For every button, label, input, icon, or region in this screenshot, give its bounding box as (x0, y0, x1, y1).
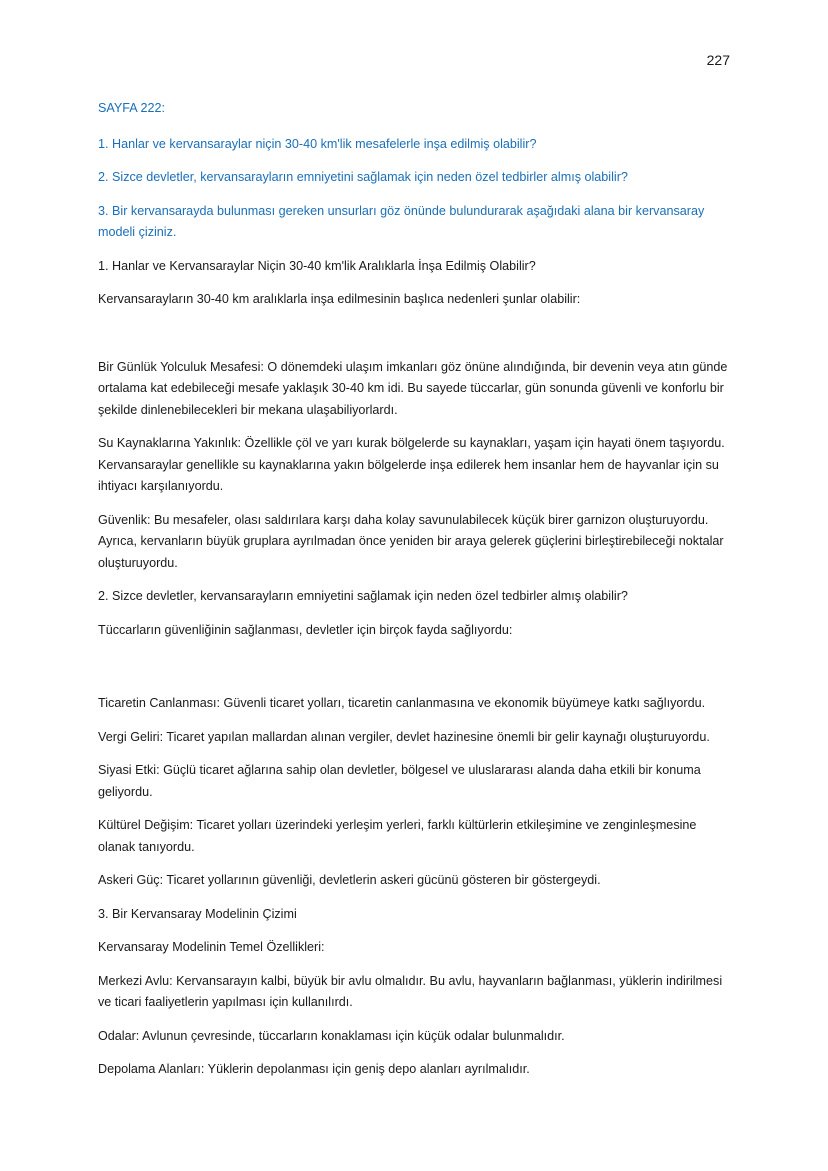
question-3: 3. Bir kervansarayda bulunması gereken unsurları göz önünde bulundurarak aşağıdaki alana bir kervansaray modeli çiziniz. (98, 203, 705, 239)
answer-2-item: Vergi Geliri: Ticaret yapılan mallardan alınan vergiler, devlet hazinesine önemli bir gelir kaynağı oluşturuyordu. (98, 729, 710, 744)
section-header: SAYFA 222: (98, 101, 165, 115)
answer-2-item: Askeri Güç: Ticaret yollarının güvenliği, devletlerin askeri gücünü gösteren bir göstergeydi. (98, 873, 601, 887)
answer-1-intro: Kervansarayların 30-40 km aralıklarla inşa edilmesinin başlıca nedenleri şunlar olabilir: (98, 292, 581, 306)
question-2: 2. Sizce devletler, kervansarayların emniyetini sağlamak için neden özel tedbirler almış olabilir? (98, 170, 628, 184)
answer-2-item: Siyasi Etki: Güçlü ticaret ağlarına sahip olan devletler, bölgesel ve uluslararası alanda daha etkili bir konuma geliyordu. (98, 763, 701, 799)
answer-1-item: Güvenlik: Bu mesafeler, olası saldırılara karşı daha kolay savunulabilecek küçük birer garnizon oluşturuyordu. Ayrıca, kervanların büyük gruplara ayrılmadan önce yeniden bir araya gelerek güçlerini birleştirebileceği noktalar oluşturuyordu. (98, 512, 724, 570)
answer-1-title: 1. Hanlar ve Kervansaraylar Niçin 30-40 km'lik Aralıklarla İnşa Edilmiş Olabilir? (98, 258, 536, 273)
answer-3-title: 3. Bir Kervansaray Modelinin Çizimi (98, 906, 297, 921)
answer-3-intro: Kervansaray Modelinin Temel Özellikleri: (98, 940, 325, 954)
answer-1-item: Su Kaynaklarına Yakınlık: Özellikle çöl ve yarı kurak bölgelerde su kaynakları, yaşam için hayati önem taşıyordu. Kervansaraylar genellikle su kaynaklarına yakın bölgelerde inşa edilerek hem insanlar hem de hayvanlar için su ihtiyacı karşılanıyordu. (98, 436, 725, 493)
answer-2-intro: Tüccarların güvenliğinin sağlanması, devletler için birçok fayda sağlıyordu: (98, 622, 513, 637)
answer-1-item: Bir Günlük Yolculuk Mesafesi: O dönemdeki ulaşım imkanları göz önüne alındığında, bir devenin veya atın günde ortalama kat edebileceği mesafe yaklaşık 30-40 km idi. Bu sayede tüccarlar, gün sonunda güvenli ve konforlu bir şekilde dinlenebilecekleri bir mekana ulaşabiliyorlardı. (98, 359, 728, 417)
answer-3-item: Odalar: Avlunun çevresinde, tüccarların konaklaması için küçük odalar bulunmalıdır. (98, 1028, 565, 1043)
answer-2-item: Ticaretin Canlanması: Güvenli ticaret yolları, ticaretin canlanmasına ve ekonomik büyümeye katkı sağlıyordu. (98, 696, 706, 710)
page-number: 227 (706, 52, 730, 68)
document-body (98, 98, 734, 1093)
question-1: 1. Hanlar ve kervansaraylar niçin 30-40 km'lik mesafelerle inşa edilmiş olabilir? (98, 136, 537, 151)
answer-2-item: Kültürel Değişim: Ticaret yolları üzerindeki yerleşim yerleri, farklı kültürlerin etkileşimine ve zenginleşmesine olanak tanıyordu. (98, 818, 697, 854)
answer-3-item: Merkezi Avlu: Kervansarayın kalbi, büyük bir avlu olmalıdır. Bu avlu, hayvanların bağlanması, yüklerin indirilmesi ve ticari faaliyetlerin yapılması için kullanılırdı. (98, 973, 723, 1009)
answer-3-item: Depolama Alanları: Yüklerin depolanması için geniş depo alanları ayrılmalıdır. (98, 1062, 530, 1076)
answer-2-title: 2. Sizce devletler, kervansarayların emniyetini sağlamak için neden özel tedbirler almış olabilir? (98, 589, 628, 603)
